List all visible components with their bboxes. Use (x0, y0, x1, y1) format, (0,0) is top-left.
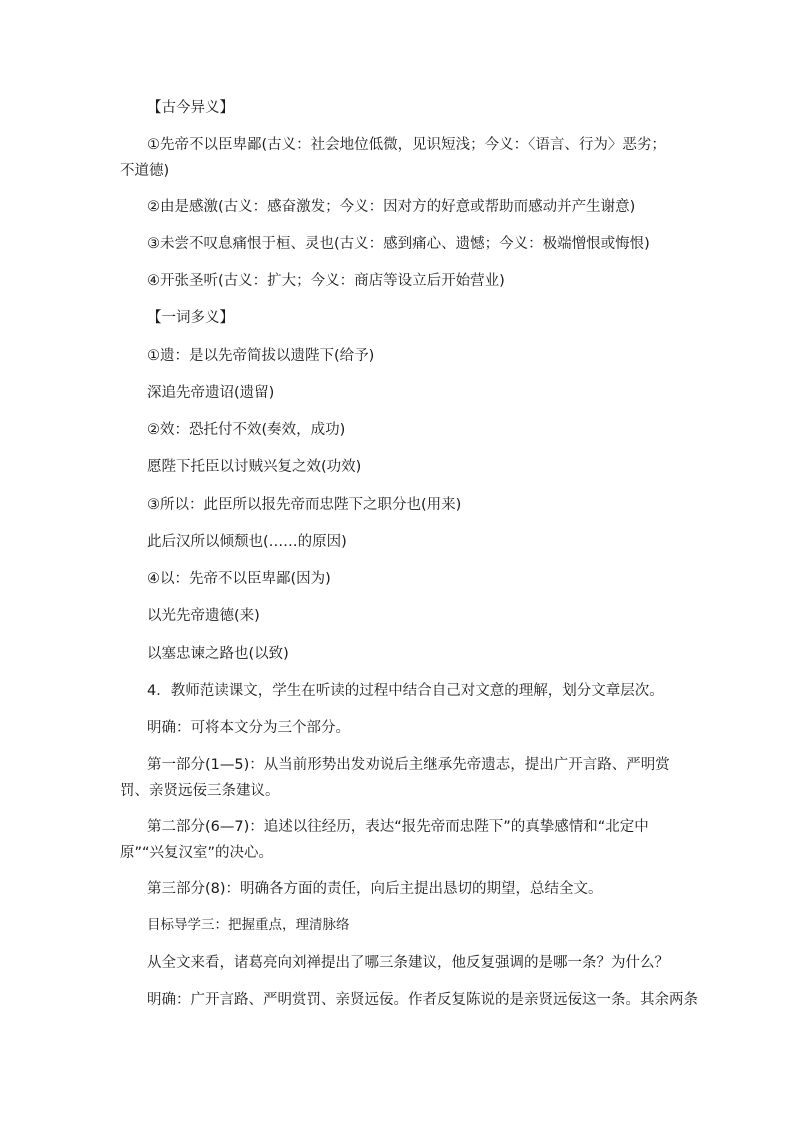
section-heading-ancient-modern-meanings: 【古今异义】 (147, 100, 234, 116)
goal-heading: 目标导学三：把握重点，理清脉络 (147, 917, 350, 933)
paragraph-item-1: ①先帝不以臣卑鄙(古义：社会地位低微，见识短浅；今义：〈语言、行为〉恶劣；不道德) (120, 137, 666, 179)
paragraph-item-2: ②由是感激(古义：感奋激发；今义：因对方的好意或帮助而感动并产生谢意) (147, 199, 636, 215)
paragraph-item-10: 此后汉所以倾颓也(……的原因) (147, 534, 347, 550)
paragraph-item-11: ④以：先帝不以臣卑鄙(因为) (147, 571, 331, 587)
paragraph-item-5: ①遗：是以先帝简拔以遗陛下(给予) (147, 348, 375, 364)
paragraph-item-7: ②效：恐托付不效(奏效，成功) (147, 422, 346, 438)
paragraph-item-16: 第一部分(1—5)：从当前形势出发劝说后主继承先帝遗志，提出广开言路、严明赏罚、亲贤远佞三条建议。 (120, 757, 670, 799)
section-heading-polysemy: 【一词多义】 (147, 310, 234, 326)
paragraph-item-18: 第三部分(8)：明确各方面的责任，向后主提出恳切的期望，总结全文。 (147, 881, 603, 897)
paragraph-item-12: 以光先帝遗德(来) (147, 608, 260, 624)
paragraph-item-17: 第二部分(6—7)：追述以往经历，表达“报先帝而忠陛下”的真挚感情和“北定中原”“兴复汉室”的决心。 (120, 819, 649, 861)
paragraph-item-3: ③未尝不叹息痛恨于桓、灵也(古义：感到痛心、遗憾；今义：极端憎恨或悔恨) (147, 236, 650, 252)
paragraph-item-9: ③所以：此臣所以报先帝而忠陛下之职分也(用来) (147, 497, 462, 513)
paragraph-item-19: 从全文来看，诸葛亮向刘禅提出了哪三条建议，他反复强调的是哪一条？为什么？ (147, 955, 669, 971)
paragraph-item-15: 明确：可将本文分为三个部分。 (147, 720, 350, 736)
paragraph-item-20: 明确：广开言路、严明赏罚、亲贤远佞。作者反复陈说的是亲贤远佞这一条。其余两条 (147, 992, 698, 1008)
paragraph-item-8: 愿陛下托臣以讨贼兴复之效(功效) (147, 459, 362, 475)
paragraph-item-4: ④开张圣听(古义：扩大；今义：商店等设立后开始营业) (147, 273, 505, 289)
paragraph-item-14: 4．教师范读课文，学生在听读的过程中结合自己对文意的理解，划分文章层次。 (147, 683, 664, 699)
paragraph-item-13: 以塞忠谏之路也(以致) (147, 646, 289, 662)
paragraph-item-6: 深追先帝遗诏(遗留) (147, 385, 275, 401)
